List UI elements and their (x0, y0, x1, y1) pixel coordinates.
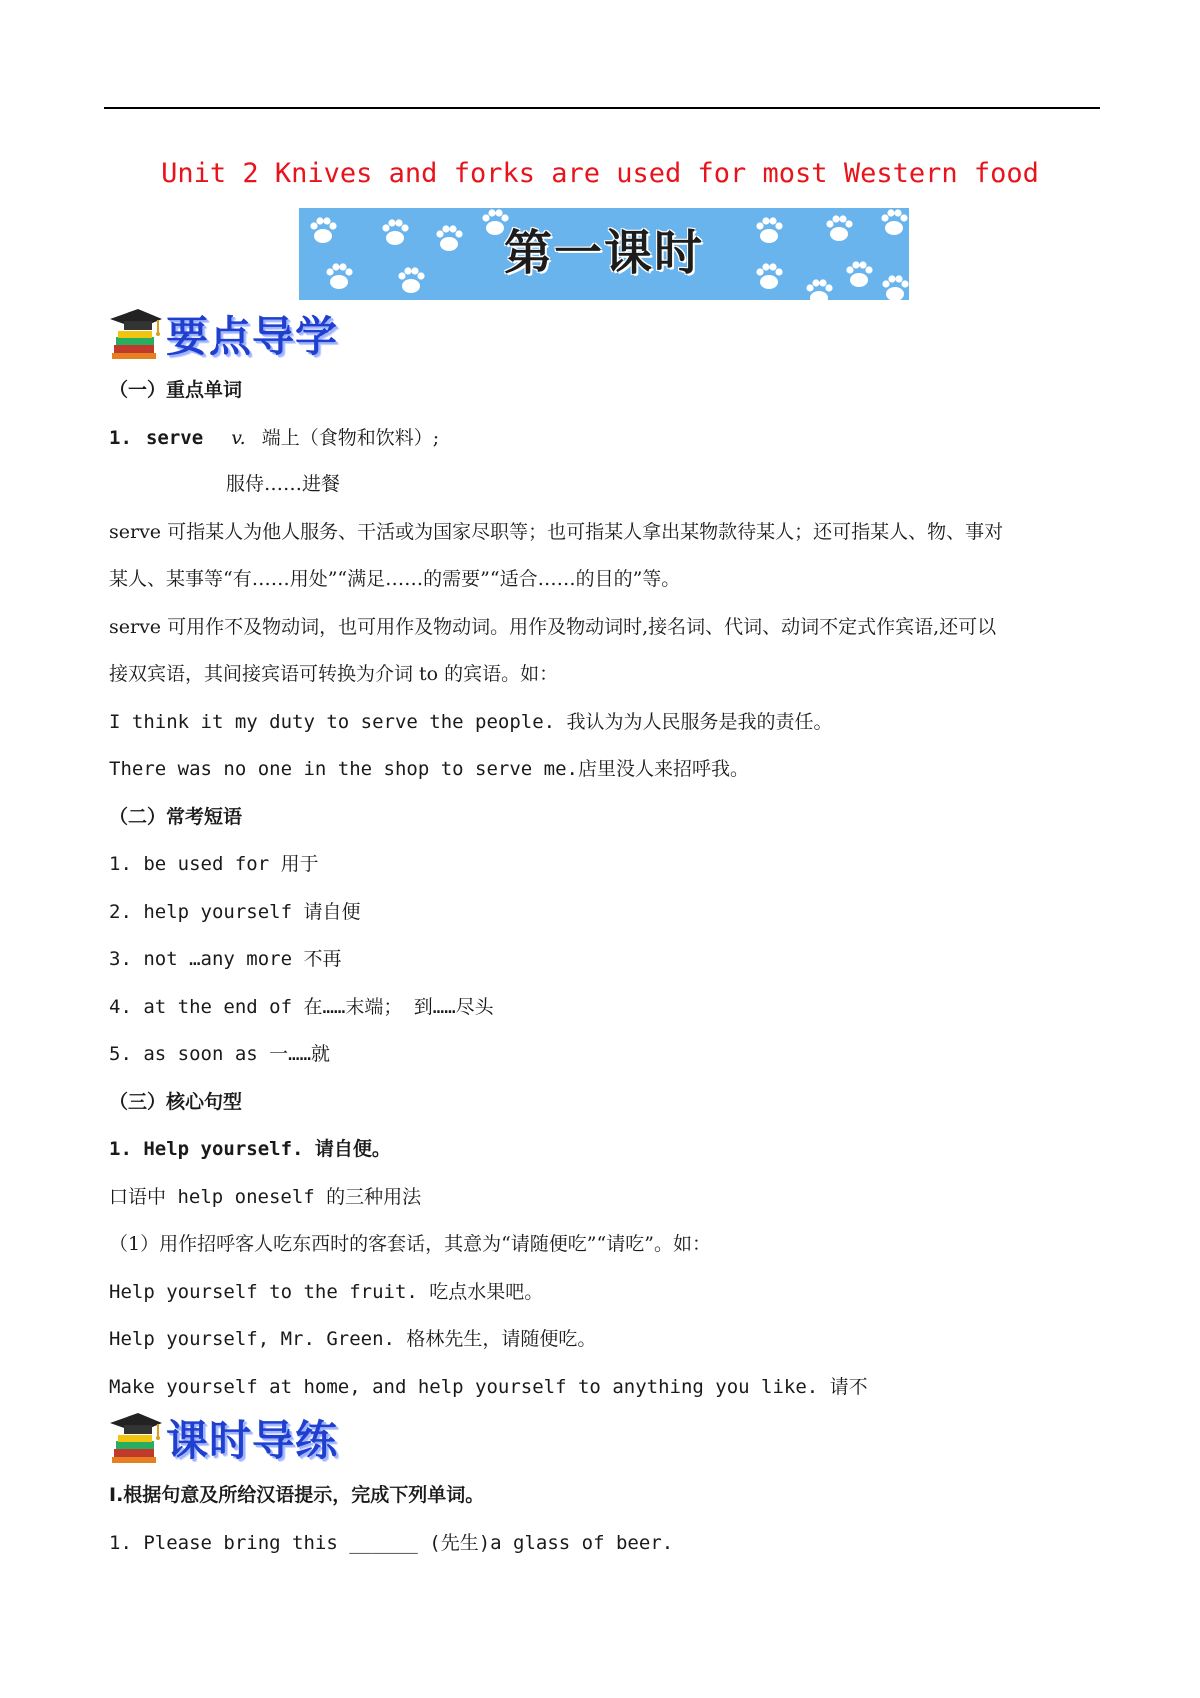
pattern-item-1: 1. Help yourself. 请自便。 (109, 1138, 391, 1160)
header-rule (104, 107, 1100, 109)
pattern-intro: 口语中 help oneself 的三种用法 (109, 1186, 422, 1208)
vocab-example-1: I think it my duty to serve the people. 我认为为人民服务是我的责任。 (109, 711, 833, 733)
pattern-usage-1: （1）用作招呼客人吃东西时的客套话，其意为“请随便吃”“请吃”。如： (109, 1233, 711, 1255)
pattern-example-2: Help yourself, Mr. Green. 格林先生，请随便吃。 (109, 1328, 597, 1350)
vocab-paragraph-1b: 某人、某事等“有……用处”“满足……的需要”“适合……的目的”等。 (109, 568, 681, 590)
graduation-cap-books-icon (108, 1411, 164, 1465)
lesson-banner-label: 第一课时 (503, 225, 704, 281)
exercise-question-1: 1. Please bring this ______ (先生)a glass of beer. (109, 1532, 674, 1554)
vocab-item-serve (109, 425, 439, 451)
vocab-item-number: 1. (109, 427, 132, 449)
page-title: Unit 2 Knives and forks are used for most Western food (161, 158, 1039, 189)
phrase-item: 3. not …any more 不再 (109, 948, 342, 970)
vocab-paragraph-2b: 接双宾语，其间接宾语可转换为介词 to 的宾语。如： (109, 663, 559, 685)
vocab-item-word: serve (145, 427, 204, 449)
pattern-example-3: Make yourself at home, and help yourself to anything you like. 请不 (109, 1376, 868, 1398)
vocab-heading: （一）重点单词 (109, 379, 243, 401)
phrases-heading: （二）常考短语 (109, 806, 243, 828)
vocab-paragraph-2a: serve 可用作不及物动词，也可用作及物动词。用作及物动词时,接名词、代词、动词不定式作宾语,还可以 (109, 616, 997, 638)
phrase-item: 5. as soon as 一……就 (109, 1043, 331, 1065)
vocab-item-pos: v. (231, 427, 246, 449)
lesson-banner (299, 208, 909, 300)
section-heading-practice (108, 1410, 338, 1466)
exercise-heading: Ⅰ.根据句意及所给汉语提示，完成下列单词。 (109, 1484, 485, 1506)
graduation-cap-books-icon (108, 307, 164, 361)
phrase-item: 2. help yourself 请自便 (109, 901, 361, 923)
pattern-example-1: Help yourself to the fruit. 吃点水果吧。 (109, 1281, 544, 1303)
vocab-item-meaning-2: 服侍……进餐 (226, 473, 341, 495)
phrase-item: 1. be used for 用于 (109, 853, 319, 875)
vocab-paragraph-1a: serve 可指某人为他人服务、干活或为国家尽职等；也可指某人拿出某物款待某人；还可指某人、物、事对 (109, 521, 1004, 543)
phrase-item: 4. at the end of 在……末端； 到……尽头 (109, 996, 494, 1018)
vocab-item-meaning: 端上（食物和饮料）; (261, 427, 440, 449)
patterns-heading: （三）核心句型 (109, 1091, 243, 1113)
vocab-example-2: There was no one in the shop to serve me.店里没人来招呼我。 (109, 758, 749, 780)
section-heading-guide (108, 306, 338, 362)
section-heading-practice-text: 课时导练 (166, 1416, 339, 1465)
section-heading-guide-text: 要点导学 (166, 312, 339, 361)
